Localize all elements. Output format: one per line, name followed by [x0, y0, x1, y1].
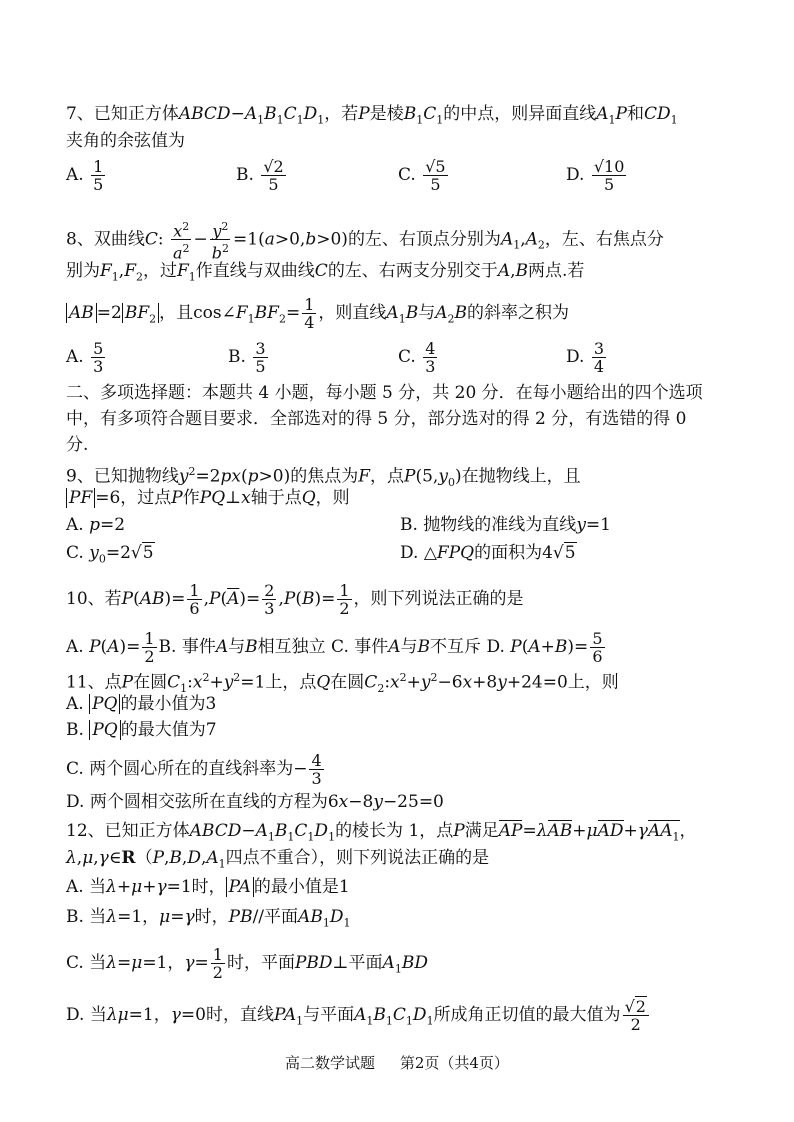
q10-stem: 10、若P(AB)= $\frac{1}{6}$ $,P(\overline{A})=$ $\frac{2}{3}$ ,P(B)= $\frac{1}{2}$ ，则下列说法正确的是	[66, 581, 524, 618]
q8-option-c: C. $\frac{4}{3}$	[398, 339, 436, 376]
q11-option-c: C. 两个圆心所在的直线斜率为− $\frac{4}{3}$	[66, 751, 322, 788]
q8-option-a: A. $\frac{5}{3}$	[66, 339, 104, 376]
q8-stem-line3: AB =2 $BF_2$ ，且$\cos\angle F_1BF_2=$ $\frac{1}{4}$ ，则直线$A_1B$与$A_2B$的斜率之积为	[66, 296, 569, 331]
section2-line1: 二、多项选择题：本题共 4 小题，每小题 5 分，共 20 分．在每小题给出的四个选项	[66, 383, 703, 403]
q12-option-c: C. 当λ=μ=1，γ= $\frac{1}{2}$ 时，平面PBD⊥平面$A_1BD$	[66, 945, 428, 982]
q11-option-d: D. 两个圆相交弦所在直线的方程为6x−8y−25=0	[66, 792, 444, 812]
q8-option-d: D. $\frac{3}{4}$	[566, 339, 605, 376]
q11-option-b: B. PQ 的最大值为7	[66, 720, 217, 740]
q7-option-c: C. $\frac{√5}{5}$	[398, 157, 446, 194]
q9-option-a: A. p=2	[66, 515, 126, 535]
q9-option-c: C. $y_0=2√5$	[66, 543, 154, 566]
q12-option-a: A. 当λ+μ+γ=1时， PA 的最小值是1	[66, 877, 350, 897]
q10-option-b: B. 事件A与B相互独立	[158, 637, 326, 657]
q7-stem-line2: 夹角的余弦值为	[66, 131, 185, 151]
section2-line2: 中，有多项符合题目要求．全部选对的得 5 分，部分选对的得 2 分，有选错的得 0	[66, 409, 687, 429]
q10-option-a: A. P(A)= $\frac{1}{2}$	[66, 629, 155, 666]
q12-option-d: D. 当λμ=1，γ=0时，直线$PA_1$与平面$A_1B_1C_1D_1$所成角正切值的最大值为 $\frac{√2}{2}$	[66, 998, 651, 1033]
page-footer	[0, 1052, 794, 1073]
footer-page-number: 第2页（共4页）	[399, 1054, 509, 1072]
section2-line3: 分.	[66, 435, 89, 455]
q9-stem-line1: 9、已知抛物线$y^2=2px(p>0)$的焦点为F，点$P(5,y_0)$在抛物线上，且	[66, 465, 581, 490]
q12-stem-line2: $\lambda,\mu,\gamma\in R(P,B,D,A_1$四点不重合），则下列说法正确的是	[66, 848, 490, 871]
q8-stem-line1: 8、双曲线C: $\frac{x^2}{a^2}$ − $\frac{y^2}{b^2}$ =1(a>0,b>0)的左、右顶点分别为$A_1,A_2$，左、右焦点分	[66, 220, 664, 263]
q7-option-d: D. $\frac{√10}{5}$	[566, 157, 625, 194]
q8-stem-line2: 别为$F_1,F_2$，过$F_1$作直线与双曲线C的左、右两支分别交于A,B两点.若	[66, 261, 585, 284]
q8-option-b: B. $\frac{3}{5}$	[228, 339, 266, 376]
q9-option-b: B. 抛物线的准线为直线y=1	[400, 515, 611, 535]
q7-stem-line1: 7、已知正方体$ABCD-A_1B_1C_1D_1$，若P是棱$B_1C_1$的中点，则异面直线$A_1P$和$CD_1$	[66, 104, 678, 127]
q11-stem: 11、点P在圆$C_1:x^2+y^2=1$上，点Q在圆$C_2:x^2+y^2-6x+8y+24=0$上，则	[66, 671, 619, 696]
q10-option-c: C. 事件A与B不互斥	[331, 637, 482, 657]
q9-stem-line2: PF =6，过点P作PQ⊥x轴于点Q，则	[66, 487, 350, 509]
footer-title: 高二数学试题	[285, 1054, 376, 1072]
q7-option-a: A. $\frac{1}{5}$	[66, 157, 104, 194]
q12-stem-line1: 12、已知正方体$ABCD-A_1B_1C_1D_1$的棱长为 1，点P满足AP=λAB+μAD+γAA$_1$，	[66, 821, 697, 844]
q11-option-a: A. PQ 的最小值为3	[66, 694, 217, 714]
q10-option-d: D. P(A+B)= $\frac{5}{6}$	[486, 629, 603, 666]
q10-options	[66, 630, 607, 665]
q9-option-d: D. △FPQ的面积为4√5	[400, 543, 576, 563]
q12-option-b: B. 当λ=1，μ=γ时，PB//平面$AB_1D_1$	[66, 907, 351, 930]
q7-option-b: B. $\frac{√2}{5}$	[236, 157, 284, 194]
